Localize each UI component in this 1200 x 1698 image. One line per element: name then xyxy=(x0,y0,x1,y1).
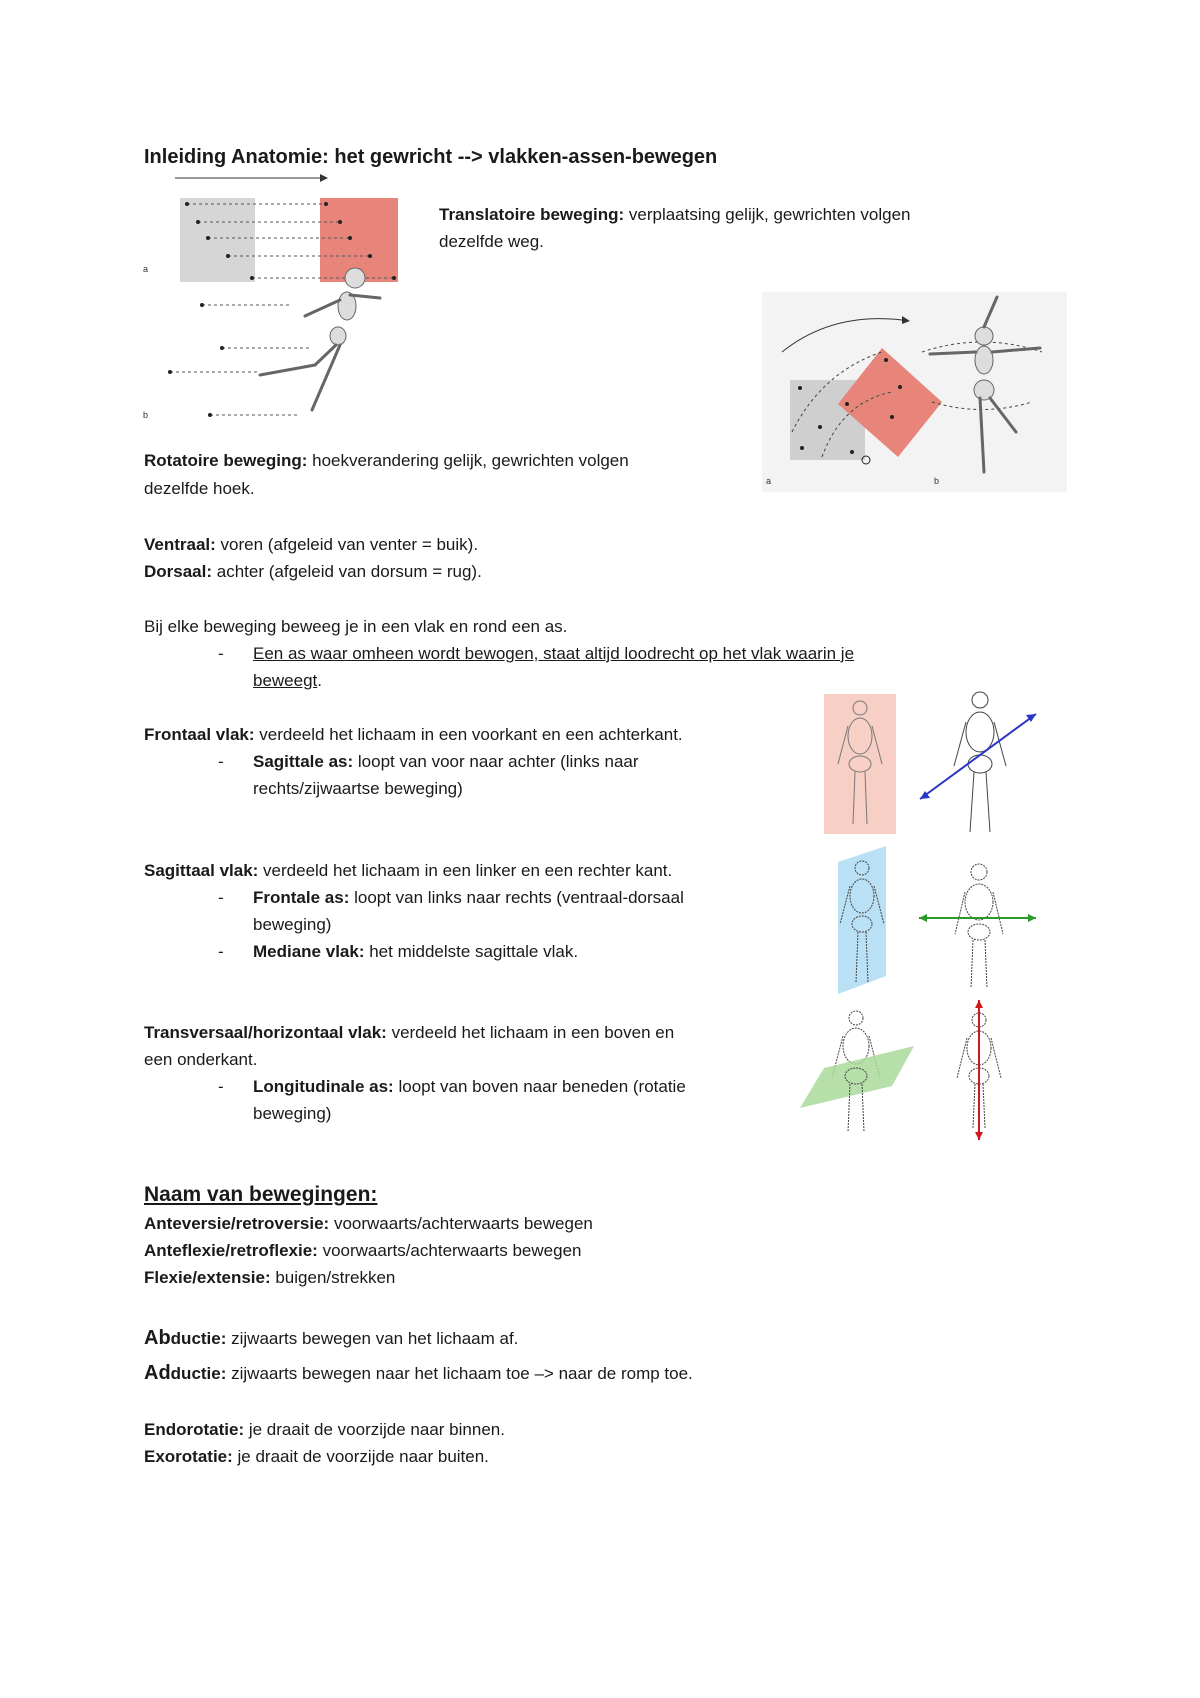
sagittaal-bullet1-line2: beweging) xyxy=(253,915,332,934)
transversaal-term: Transversaal/horizontaal vlak: xyxy=(144,1023,387,1042)
sagittale-as-term: Sagittale as: xyxy=(253,752,354,771)
sagittaal-bullet1-line1 xyxy=(253,884,684,911)
frontaal-bullet-dash: - xyxy=(218,752,224,771)
adductie-line xyxy=(144,1360,693,1387)
endorotatie-line xyxy=(144,1416,505,1443)
ventraal-term: Ventraal: xyxy=(144,535,216,554)
dorsaal-line xyxy=(144,558,482,585)
ventraal-text: voren (afgeleid van venter = buik). xyxy=(215,535,479,554)
frontaal-text: verdeeld het lichaam in een voorkant en een achterkant. xyxy=(254,725,683,744)
endorotatie-term: Endorotatie: xyxy=(144,1420,245,1439)
bij-elke-line: Bij elke beweging beweeg je in een vlak en rond een as. xyxy=(144,617,568,636)
sagittale-as-text: loopt van voor naar achter (links naar xyxy=(353,752,639,771)
rotatoire-term: Rotatoire beweging: xyxy=(144,451,308,470)
abductie-term: ductie: xyxy=(170,1329,227,1348)
adductie-text: zijwaarts bewegen naar het lichaam toe –> naar de romp toe. xyxy=(226,1364,693,1383)
exorotatie-line xyxy=(144,1443,489,1470)
movement-text: voorwaarts/achterwaarts bewegen xyxy=(317,1241,582,1260)
movement-text: voorwaarts/achterwaarts bewegen xyxy=(329,1214,593,1233)
frontaal-bullet-line1 xyxy=(253,748,639,775)
movement-item xyxy=(144,1237,581,1264)
transversaal-line2: een onderkant. xyxy=(144,1050,258,1069)
sagittaal-term: Sagittaal vlak: xyxy=(144,861,259,880)
movement-item xyxy=(144,1210,593,1237)
dorsaal-text: achter (afgeleid van dorsum = rug). xyxy=(212,562,482,581)
translatoire-line2: dezelfde weg. xyxy=(439,232,544,251)
fig-label-a: a xyxy=(143,264,149,274)
section-heading-bewegingen: Naam van bewegingen: xyxy=(144,1183,378,1206)
rotatoire-line1 xyxy=(144,447,629,474)
transversaal-bullet-line1 xyxy=(253,1073,686,1100)
transverse-plane-figure xyxy=(796,1004,918,1136)
adductie-term: ductie: xyxy=(170,1364,227,1383)
rot-label-b: b xyxy=(934,476,940,486)
frontale-as-text: loopt van links naar rechts (ventraal-dorsaal xyxy=(349,888,684,907)
movement-text: buigen/strekken xyxy=(270,1268,396,1287)
translatoire-line1 xyxy=(439,201,910,228)
abductie-line xyxy=(144,1325,518,1352)
dorsaal-term: Dorsaal: xyxy=(144,562,213,581)
longitudinal-axis-figure xyxy=(944,998,1014,1142)
as-bullet-beweegt: beweegt xyxy=(253,671,318,690)
mediane-vlak-text: het middelste sagittale vlak. xyxy=(364,942,579,961)
longitudinale-as-text: loopt van boven naar beneden (rotatie xyxy=(393,1077,686,1096)
page-title: Inleiding Anatomie: het gewricht --> vlakken-assen-bewegen xyxy=(144,146,718,168)
frontaal-term: Frontaal vlak: xyxy=(144,725,255,744)
transversaal-bullet-line2: beweging) xyxy=(253,1104,332,1123)
frontale-as-term: Frontale as: xyxy=(253,888,350,907)
abductie-text: zijwaarts bewegen van het lichaam af. xyxy=(226,1329,519,1348)
as-bullet-dash: - xyxy=(218,644,224,663)
translatoire-term: Translatoire beweging: xyxy=(439,205,625,224)
endorotatie-text: je draait de voorzijde naar binnen. xyxy=(244,1420,505,1439)
movement-term: Flexie/extensie: xyxy=(144,1268,271,1287)
sagittaal-bullet2-line xyxy=(253,938,578,965)
ventraal-line xyxy=(144,531,478,558)
as-bullet-period: . xyxy=(317,671,323,690)
sagittaal-bullet2-dash: - xyxy=(218,942,224,961)
rotation-figure xyxy=(762,292,1067,492)
fig-label-b: b xyxy=(143,410,149,420)
abductie-prefix: Ab xyxy=(144,1327,171,1349)
longitudinale-as-term: Longitudinale as: xyxy=(253,1077,394,1096)
translation-figure xyxy=(140,170,430,430)
rotatoire-text: hoekverandering gelijk, gewrichten volgen xyxy=(307,451,629,470)
frontal-axis-figure xyxy=(912,684,1042,839)
movement-item xyxy=(144,1264,395,1291)
as-bullet-line2 xyxy=(253,667,322,694)
as-bullet-line1: Een as waar omheen wordt bewogen, staat altijd loodrecht op het vlak waarin je xyxy=(253,644,855,663)
frontaal-bullet-line2: rechts/zijwaartse beweging) xyxy=(253,779,463,798)
exorotatie-term: Exorotatie: xyxy=(144,1447,233,1466)
frontal-plane-figure xyxy=(824,694,896,834)
frontaal-line xyxy=(144,721,683,748)
mediane-vlak-term: Mediane vlak: xyxy=(253,942,365,961)
rot-label-a: a xyxy=(766,476,772,486)
frontal-axis-green-figure xyxy=(915,858,1040,993)
rotatoire-line2: dezelfde hoek. xyxy=(144,479,255,498)
exorotatie-text: je draait de voorzijde naar buiten. xyxy=(232,1447,489,1466)
sagittaal-bullet1-dash: - xyxy=(218,888,224,907)
transversaal-line1 xyxy=(144,1019,674,1046)
adductie-prefix: Ad xyxy=(144,1362,171,1384)
movement-term: Anteversie/retroversie: xyxy=(144,1214,330,1233)
movement-term: Anteflexie/retroflexie: xyxy=(144,1241,318,1260)
transversaal-text: verdeeld het lichaam in een boven en xyxy=(386,1023,675,1042)
translatoire-text: verplaatsing gelijk, gewrichten volgen xyxy=(624,205,911,224)
transversaal-bullet-dash: - xyxy=(218,1077,224,1096)
sagittaal-text: verdeeld het lichaam in een linker en een rechter kant. xyxy=(258,861,673,880)
sagittal-plane-figure xyxy=(828,846,890,994)
sagittaal-line xyxy=(144,857,672,884)
